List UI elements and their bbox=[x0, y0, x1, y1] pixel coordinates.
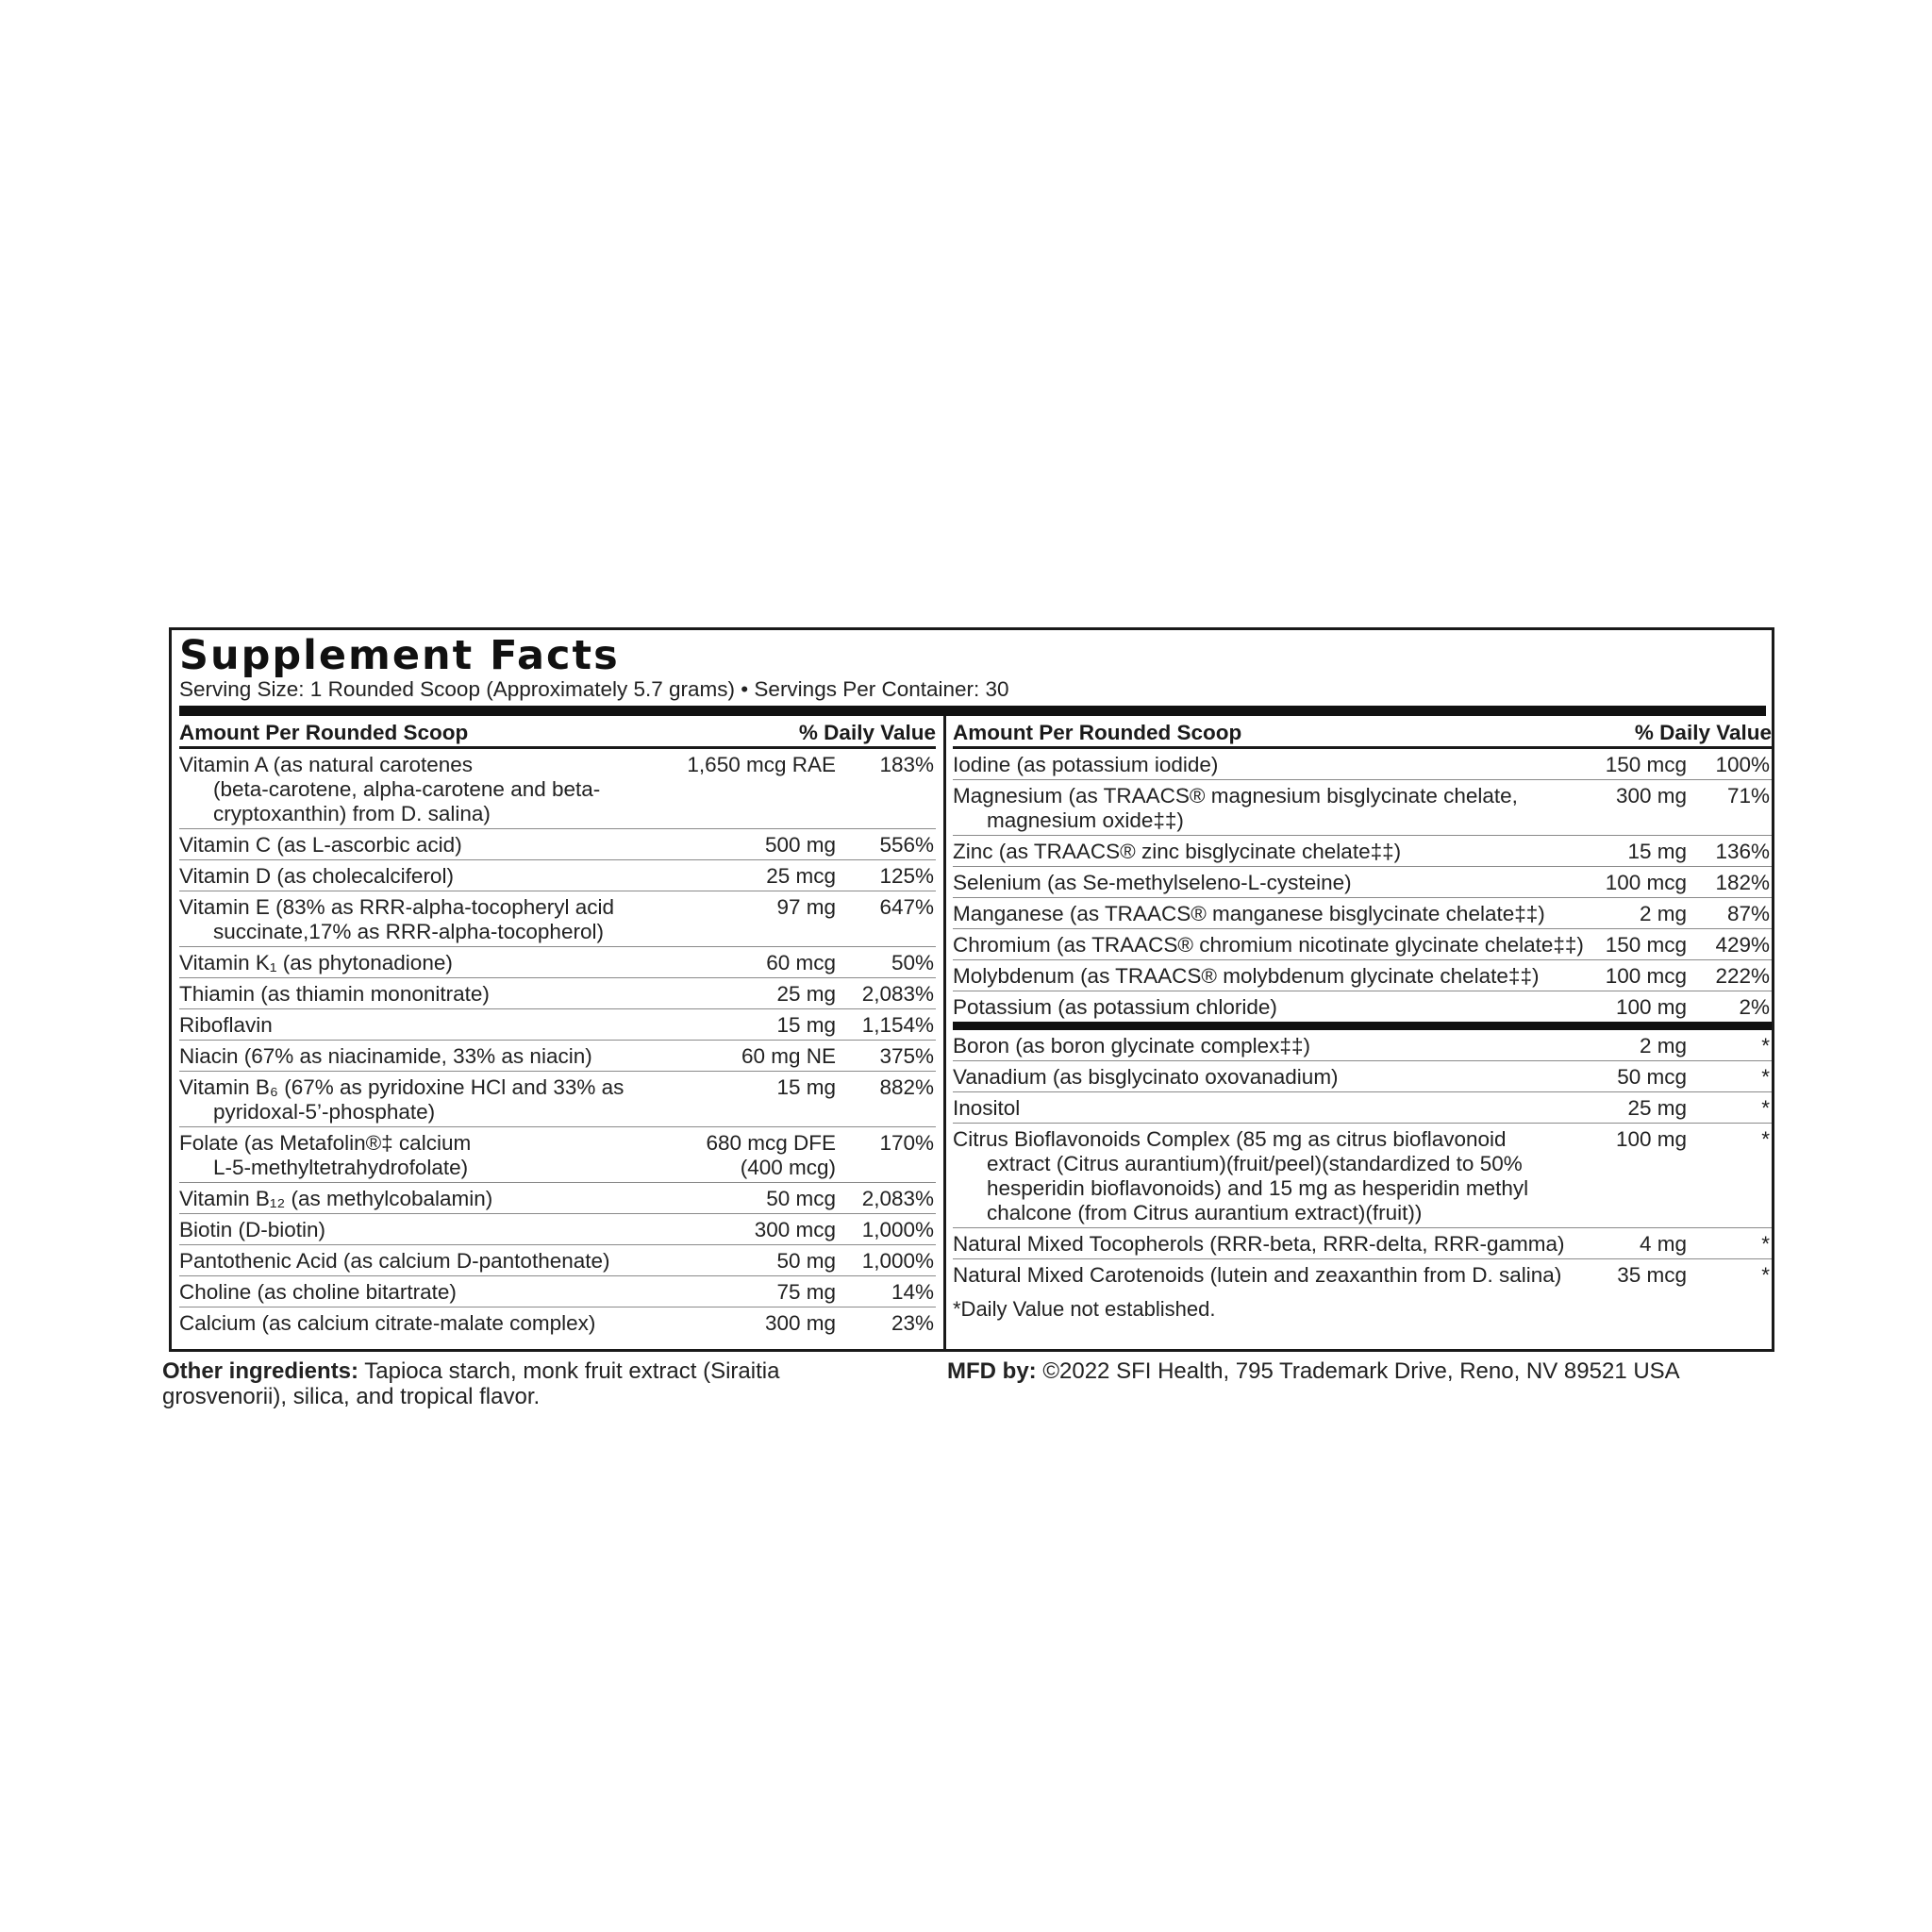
nutrient-daily-value: 2,083% bbox=[861, 1187, 934, 1210]
nutrient-row bbox=[179, 1183, 936, 1214]
nutrient-amount: 15 mg bbox=[1627, 840, 1687, 863]
left-nutrient-column bbox=[179, 716, 936, 1338]
right-nutrient-column bbox=[953, 716, 1772, 1322]
nutrient-amount: 500 mg bbox=[764, 833, 836, 857]
nutrient-daily-value: * bbox=[1761, 1232, 1770, 1256]
nutrient-name bbox=[179, 829, 664, 859]
nutrient-name-main: Vitamin A (as natural carotenes bbox=[179, 753, 474, 776]
nutrient-name-main: Potassium (as potassium chloride) bbox=[953, 995, 1277, 1019]
column-separator bbox=[943, 716, 946, 1349]
nutrient-name-main: Chromium (as TRAACS® chromium nicotinate glycinate chelate‡‡) bbox=[953, 933, 1584, 957]
nutrient-row bbox=[953, 1092, 1772, 1124]
nutrient-name-main: Vanadium (as bisglycinato oxovanadium) bbox=[953, 1065, 1339, 1089]
nutrient-name-main: Niacin (67% as niacinamide, 33% as niacin) bbox=[179, 1044, 592, 1068]
nutrient-row bbox=[179, 860, 936, 891]
nutrient-row bbox=[179, 1307, 936, 1338]
nutrient-name bbox=[953, 1061, 1586, 1091]
nutrient-daily-value: 1,000% bbox=[861, 1218, 934, 1241]
nutrient-name bbox=[953, 1092, 1586, 1123]
nutrient-name-main: Vitamin K₁ (as phytonadione) bbox=[179, 951, 453, 974]
nutrient-name-main: Riboflavin bbox=[179, 1013, 273, 1037]
nutrient-daily-value: * bbox=[1761, 1065, 1770, 1089]
nutrient-daily-value: * bbox=[1761, 1034, 1770, 1058]
nutrient-name-detail: extract (Citrus aurantium)(fruit/peel)(standardized to 50% hesperidin bioflavonoids) and 15 mg as hesperidin methyl chalcone (from Citrus aurantium extract)(fruit)) bbox=[987, 1152, 1529, 1224]
nutrient-row bbox=[953, 991, 1772, 1030]
nutrient-row bbox=[953, 1030, 1772, 1061]
nutrient-amount: 25 mg bbox=[1627, 1096, 1687, 1120]
nutrient-name bbox=[953, 780, 1586, 835]
nutrient-daily-value: 429% bbox=[1715, 933, 1770, 957]
nutrient-row bbox=[953, 1061, 1772, 1092]
supplement-facts-panel bbox=[169, 627, 1774, 1352]
nutrient-name-main: Magnesium (as TRAACS® magnesium bisglycinate chelate, bbox=[953, 784, 1518, 808]
nutrient-name-main: Thiamin (as thiamin mononitrate) bbox=[179, 982, 490, 1006]
nutrient-amount: 100 mg bbox=[1615, 1127, 1687, 1151]
nutrient-row bbox=[179, 1072, 936, 1127]
nutrient-daily-value: 23% bbox=[891, 1311, 934, 1335]
nutrient-row bbox=[953, 867, 1772, 898]
nutrient-amount: 50 mcg bbox=[766, 1187, 836, 1210]
nutrient-amount: 100 mg bbox=[1615, 995, 1687, 1019]
nutrient-name-main: Natural Mixed Carotenoids (lutein and zeaxanthin from D. salina) bbox=[953, 1263, 1562, 1287]
other-ingredients-label: Other ingredients: bbox=[162, 1358, 359, 1384]
serving-info: Serving Size: 1 Rounded Scoop (Approximately 5.7 grams) • Servings Per Container: 30 bbox=[179, 677, 1009, 701]
panel-title: Supplement Facts bbox=[179, 632, 620, 679]
nutrient-daily-value: 14% bbox=[891, 1280, 934, 1304]
nutrient-amount: 25 mg bbox=[776, 982, 836, 1006]
nutrient-amount: 97 mg bbox=[776, 895, 836, 919]
nutrient-row bbox=[179, 978, 936, 1009]
nutrient-name-main: Vitamin D (as cholecalciferol) bbox=[179, 864, 454, 888]
nutrient-amount: 15 mg bbox=[776, 1075, 836, 1099]
nutrient-daily-value: 556% bbox=[879, 833, 934, 857]
nutrient-daily-value: 183% bbox=[879, 753, 934, 776]
nutrient-name-main: Inositol bbox=[953, 1096, 1021, 1120]
nutrient-name bbox=[179, 891, 664, 946]
nutrient-daily-value: * bbox=[1761, 1263, 1770, 1287]
nutrient-name-main: Vitamin B₆ (67% as pyridoxine HCl and 33% as bbox=[179, 1075, 625, 1099]
nutrient-amount: 150 mcg bbox=[1605, 933, 1687, 957]
nutrient-name bbox=[953, 749, 1586, 779]
nutrient-name-main: Folate (as Metafolin®‡ calcium bbox=[179, 1131, 472, 1155]
nutrient-name bbox=[179, 1072, 664, 1126]
nutrient-name-main: Iodine (as potassium iodide) bbox=[953, 753, 1219, 776]
nutrient-row bbox=[953, 780, 1772, 836]
nutrient-row bbox=[179, 749, 936, 829]
nutrient-name-detail: succinate,17% as RRR-alpha-tocopherol) bbox=[213, 920, 604, 943]
nutrient-name-main: Vitamin C (as L-ascorbic acid) bbox=[179, 833, 462, 857]
nutrient-daily-value: 182% bbox=[1715, 871, 1770, 894]
nutrient-name bbox=[179, 978, 664, 1008]
nutrient-row bbox=[179, 891, 936, 947]
nutrient-row bbox=[179, 1009, 936, 1041]
nutrient-name-main: Natural Mixed Tocopherols (RRR-beta, RRR-delta, RRR-gamma) bbox=[953, 1232, 1565, 1256]
nutrient-name bbox=[953, 960, 1586, 991]
nutrient-name bbox=[953, 867, 1586, 897]
nutrient-amount: 300 mg bbox=[764, 1311, 836, 1335]
nutrient-row bbox=[953, 1228, 1772, 1259]
nutrient-name bbox=[953, 1259, 1586, 1290]
nutrient-amount: 4 mg bbox=[1639, 1232, 1687, 1256]
nutrient-amount: 15 mg bbox=[776, 1013, 836, 1037]
nutrient-row bbox=[179, 1214, 936, 1245]
nutrient-daily-value: 375% bbox=[879, 1044, 934, 1068]
mfd-text: ©2022 SFI Health, 795 Trademark Drive, Reno, NV 89521 USA bbox=[1036, 1358, 1680, 1384]
right-column-header bbox=[953, 716, 1772, 749]
nutrient-name-main: Choline (as choline bitartrate) bbox=[179, 1280, 457, 1304]
nutrient-name-main: Pantothenic Acid (as calcium D-pantothenate) bbox=[179, 1249, 610, 1273]
nutrient-name-detail: (beta-carotene, alpha-carotene and beta-cryptoxanthin) from D. salina) bbox=[213, 777, 601, 825]
divider-bar bbox=[179, 706, 1766, 716]
nutrient-amount: 300 mg bbox=[1615, 784, 1687, 808]
other-ingredients bbox=[162, 1358, 879, 1409]
nutrient-name bbox=[179, 1276, 664, 1307]
left-rows bbox=[179, 749, 936, 1338]
nutrient-row bbox=[953, 1259, 1772, 1290]
nutrient-name-main: Boron (as boron glycinate complex‡‡) bbox=[953, 1034, 1310, 1058]
daily-value-header: % Daily Value bbox=[1634, 721, 1772, 744]
nutrient-name bbox=[179, 1245, 664, 1275]
nutrient-row bbox=[953, 960, 1772, 991]
nutrient-row bbox=[179, 1127, 936, 1183]
nutrient-name-detail: L-5-methyltetrahydrofolate) bbox=[213, 1156, 469, 1179]
nutrient-name bbox=[179, 1009, 664, 1040]
nutrient-daily-value: 1,154% bbox=[861, 1013, 934, 1037]
nutrient-name bbox=[953, 898, 1586, 928]
nutrient-row bbox=[179, 1276, 936, 1307]
nutrient-name-main: Selenium (as Se-methylseleno-L-cysteine) bbox=[953, 871, 1352, 894]
nutrient-name-detail: magnesium oxide‡‡) bbox=[987, 808, 1184, 832]
nutrient-daily-value: 71% bbox=[1726, 784, 1770, 808]
nutrient-name bbox=[179, 947, 664, 977]
nutrient-name-main: Zinc (as TRAACS® zinc bisglycinate chelate‡‡) bbox=[953, 840, 1402, 863]
nutrient-name bbox=[953, 1228, 1586, 1258]
nutrient-name-main: Molybdenum (as TRAACS® molybdenum glycinate chelate‡‡) bbox=[953, 964, 1540, 988]
nutrient-name-main: Vitamin B₁₂ (as methylcobalamin) bbox=[179, 1187, 493, 1210]
nutrient-daily-value: 170% bbox=[879, 1131, 934, 1155]
nutrient-name bbox=[179, 1214, 664, 1244]
nutrient-name bbox=[953, 929, 1586, 959]
nutrient-name bbox=[179, 1041, 664, 1071]
nutrient-daily-value: 2% bbox=[1739, 995, 1770, 1019]
nutrient-row bbox=[179, 947, 936, 978]
nutrient-name-main: Calcium (as calcium citrate-malate complex) bbox=[179, 1311, 596, 1335]
other-ingredients-text: Tapioca starch, monk fruit extract (Siraitia grosvenorii), silica, and tropical flavor. bbox=[162, 1358, 780, 1409]
nutrient-daily-value: 222% bbox=[1715, 964, 1770, 988]
nutrient-daily-value: 136% bbox=[1715, 840, 1770, 863]
nutrient-row bbox=[953, 1124, 1772, 1228]
mfd-label: MFD by: bbox=[947, 1358, 1037, 1384]
nutrient-row bbox=[953, 749, 1772, 780]
nutrient-name bbox=[179, 1127, 664, 1182]
nutrient-amount: 150 mcg bbox=[1605, 753, 1687, 776]
nutrient-amount: 25 mcg bbox=[766, 864, 836, 888]
nutrient-amount: 300 mcg bbox=[754, 1218, 836, 1241]
nutrient-name bbox=[953, 1124, 1586, 1227]
nutrient-daily-value: 125% bbox=[879, 864, 934, 888]
nutrient-amount: 75 mg bbox=[776, 1280, 836, 1304]
left-column-header bbox=[179, 716, 936, 749]
footnote: *Daily Value not established. bbox=[953, 1297, 1216, 1321]
nutrient-amount: 35 mcg bbox=[1617, 1263, 1687, 1287]
nutrient-name-detail: pyridoxal-5’-phosphate) bbox=[213, 1100, 436, 1124]
nutrient-row bbox=[953, 836, 1772, 867]
nutrient-name-main: Citrus Bioflavonoids Complex (85 mg as citrus bioflavonoid bbox=[953, 1127, 1507, 1151]
nutrient-name bbox=[953, 836, 1586, 866]
nutrient-name bbox=[953, 1030, 1586, 1060]
nutrient-amount: 2 mg bbox=[1639, 902, 1687, 925]
nutrient-name bbox=[179, 749, 664, 828]
nutrient-name-main: Biotin (D-biotin) bbox=[179, 1218, 326, 1241]
nutrient-name bbox=[179, 1183, 664, 1213]
nutrient-amount: 50 mg bbox=[776, 1249, 836, 1273]
manufacturer-info bbox=[947, 1358, 1796, 1384]
nutrient-daily-value: 647% bbox=[879, 895, 934, 919]
nutrient-daily-value: 50% bbox=[891, 951, 934, 974]
amount-header: Amount Per Rounded Scoop bbox=[953, 721, 1242, 744]
nutrient-name-main: Vitamin E (83% as RRR-alpha-tocopheryl acid bbox=[179, 895, 615, 919]
nutrient-name-main: Manganese (as TRAACS® manganese bisglycinate chelate‡‡) bbox=[953, 902, 1545, 925]
nutrient-row bbox=[953, 929, 1772, 960]
nutrient-row bbox=[179, 1041, 936, 1072]
nutrient-amount: 50 mcg bbox=[1617, 1065, 1687, 1089]
nutrient-amount: 2 mg bbox=[1639, 1034, 1687, 1058]
nutrient-row bbox=[179, 829, 936, 860]
nutrient-amount: 1,650 mcg RAE bbox=[687, 753, 836, 776]
nutrient-name bbox=[179, 860, 664, 891]
nutrient-daily-value: 87% bbox=[1726, 902, 1770, 925]
nutrient-amount: 680 mcg DFE (400 mcg) bbox=[706, 1131, 836, 1179]
nutrient-daily-value: 882% bbox=[879, 1075, 934, 1099]
nutrient-row bbox=[953, 898, 1772, 929]
nutrient-amount: 60 mcg bbox=[766, 951, 836, 974]
nutrient-daily-value: * bbox=[1761, 1096, 1770, 1120]
nutrient-daily-value: 100% bbox=[1715, 753, 1770, 776]
nutrient-daily-value: 2,083% bbox=[861, 982, 934, 1006]
nutrient-daily-value: * bbox=[1761, 1127, 1770, 1151]
nutrient-name bbox=[179, 1307, 664, 1338]
nutrient-name bbox=[953, 991, 1586, 1022]
nutrient-amount: 100 mcg bbox=[1605, 871, 1687, 894]
nutrient-amount: 60 mg NE bbox=[741, 1044, 836, 1068]
nutrient-row bbox=[179, 1245, 936, 1276]
right-rows bbox=[953, 749, 1772, 1290]
amount-header: Amount Per Rounded Scoop bbox=[179, 721, 469, 744]
nutrient-amount: 100 mcg bbox=[1605, 964, 1687, 988]
nutrient-daily-value: 1,000% bbox=[861, 1249, 934, 1273]
daily-value-header: % Daily Value bbox=[798, 721, 936, 744]
